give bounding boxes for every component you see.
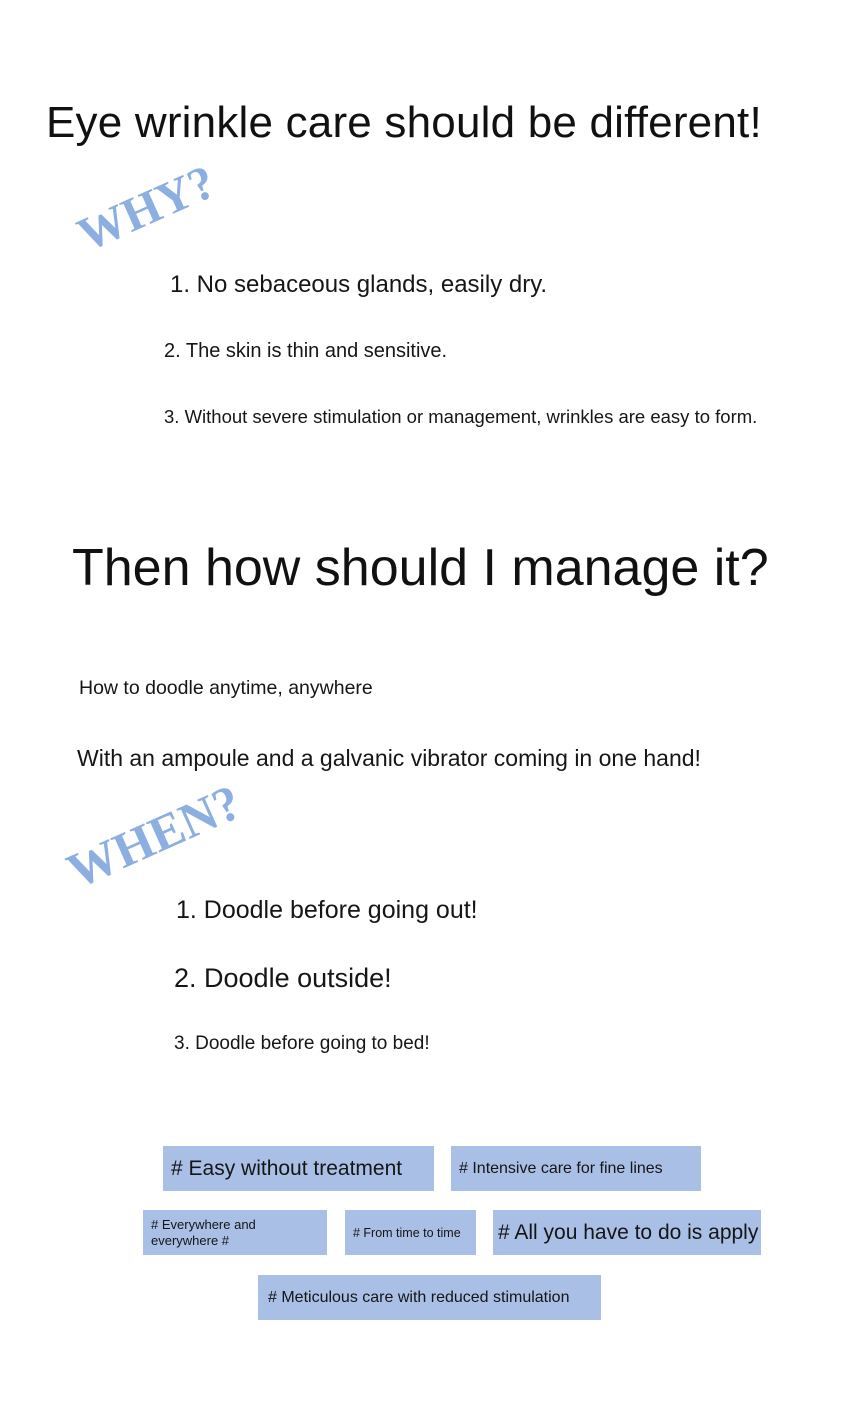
when-item-3: 3. Doodle before going to bed! [174,1033,430,1054]
reason-item-3: 3. Without severe stimulation or management, wrinkles are easy to form. [164,406,758,427]
why-stamp: WHY? [70,155,224,263]
when-item-2: 2. Doodle outside! [174,963,392,993]
tag-easy-without-treatment: # Easy without treatment [163,1146,434,1191]
subheading-line: How to doodle anytime, anywhere [79,677,373,699]
subheading-line-2: With an ampoule and a galvanic vibrator coming in one hand! [77,745,701,771]
section-heading: Then how should I manage it? [72,539,769,597]
tag-from-time-to-time: # From time to time [345,1210,476,1255]
when-item-1: 1. Doodle before going out! [176,896,478,924]
tag-meticulous-care: # Meticulous care with reduced stimulation [258,1275,601,1320]
page-title: Eye wrinkle care should be different! [46,98,762,147]
tag-everywhere: # Everywhere and everywhere # [143,1210,327,1255]
tag-intensive-care: # Intensive care for fine lines [451,1146,701,1191]
when-stamp: WHEN? [58,773,250,900]
reason-item-2: 2. The skin is thin and sensitive. [164,340,448,362]
tag-apply: # All you have to do is apply [493,1210,761,1255]
reason-item-1: 1. No sebaceous glands, easily dry. [170,271,548,298]
